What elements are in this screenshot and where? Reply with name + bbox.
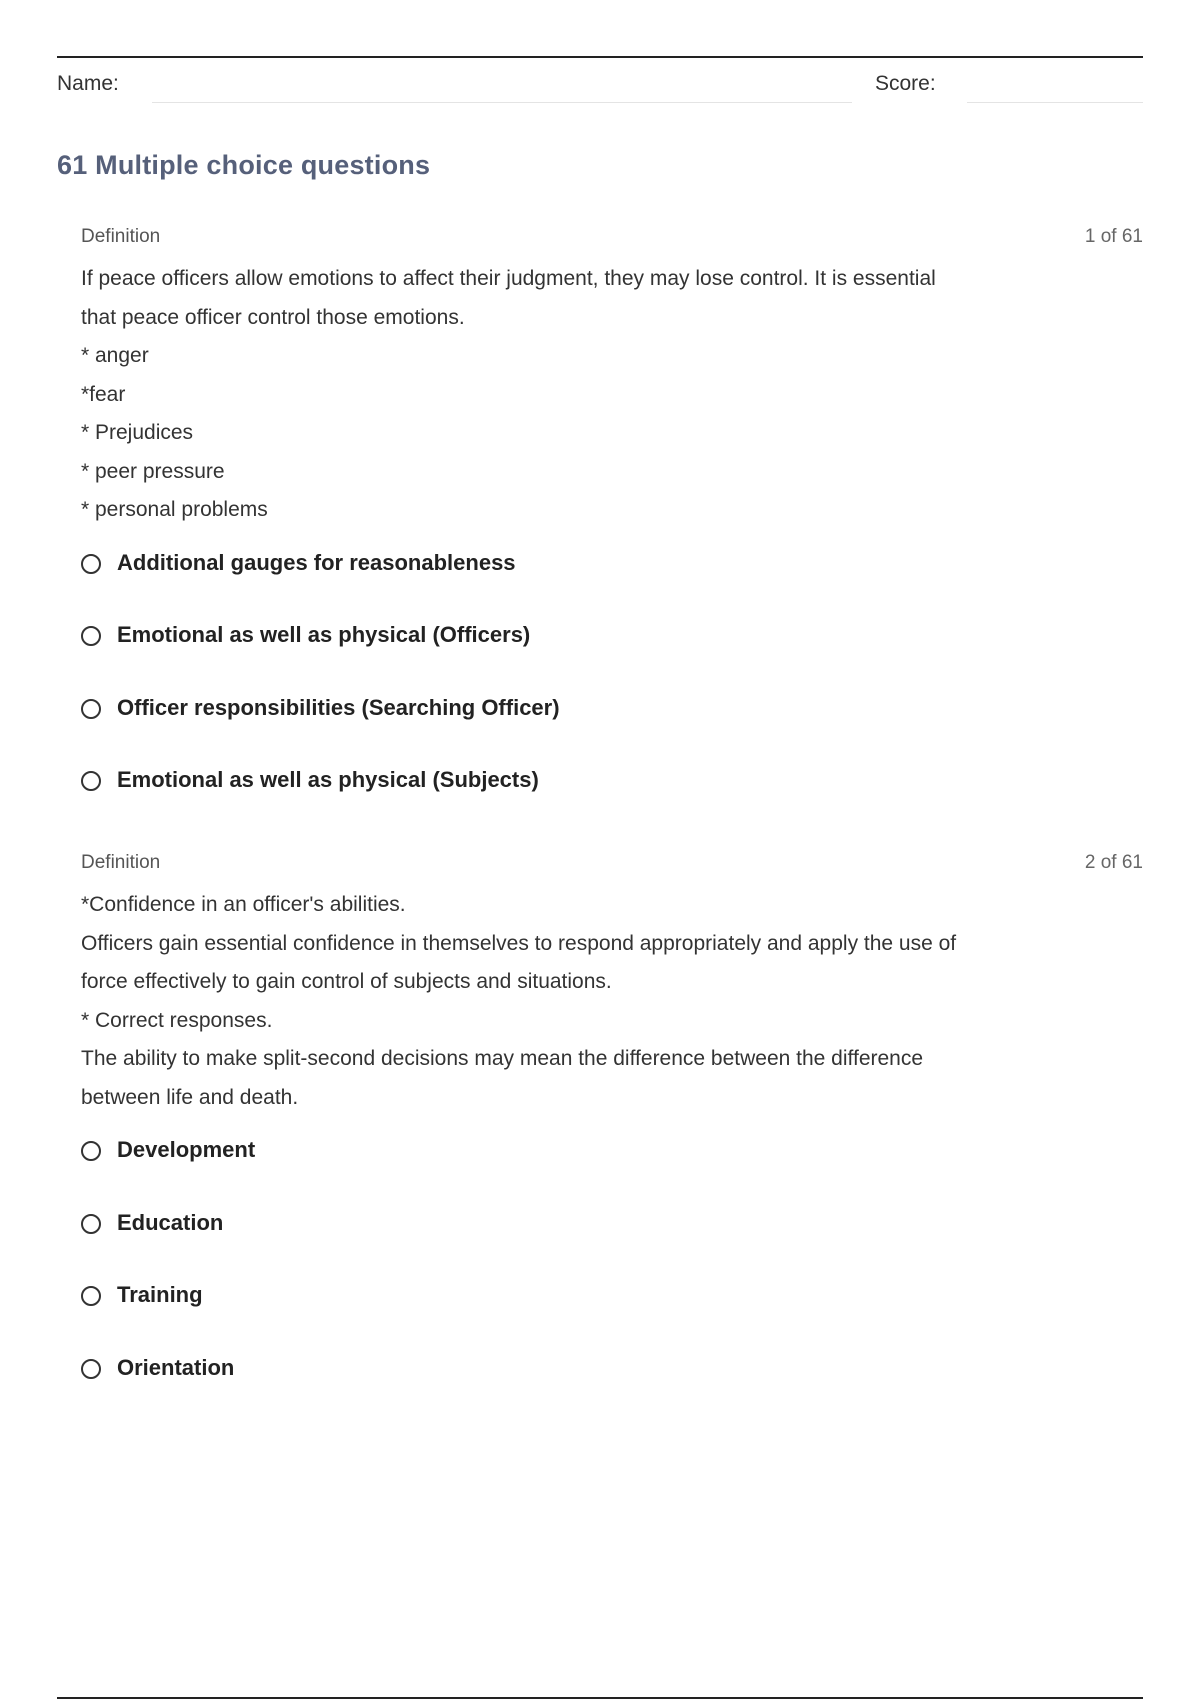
answer-option-label: Officer responsibilities (Searching Officer) bbox=[117, 694, 560, 720]
radio-button[interactable] bbox=[81, 1214, 101, 1234]
radio-button[interactable] bbox=[81, 1359, 101, 1379]
answer-option-label: Education bbox=[117, 1209, 224, 1235]
worksheet-page bbox=[57, 56, 1143, 1700]
definition-line: force effectively to gain control of subjects and situations. bbox=[81, 970, 612, 993]
question-definition bbox=[81, 886, 1121, 1117]
question-type-label: Definition bbox=[81, 226, 161, 247]
definition-line: * Prejudices bbox=[81, 421, 194, 444]
score-label: Score: bbox=[875, 72, 936, 95]
answer-option[interactable] bbox=[81, 1204, 1143, 1277]
answer-option-label: Emotional as well as physical (Subjects) bbox=[117, 767, 539, 792]
name-label: Name: bbox=[57, 72, 119, 95]
definition-line: *Confidence in an officer's abilities. bbox=[81, 893, 406, 916]
radio-button[interactable] bbox=[81, 554, 101, 574]
question-counter: 1 of 61 bbox=[1084, 226, 1143, 247]
definition-line: *fear bbox=[81, 382, 126, 406]
page-title: 61 Multiple choice questions bbox=[57, 150, 431, 180]
question-definition bbox=[81, 260, 1121, 530]
question-header bbox=[81, 226, 1143, 254]
definition-line: Officers gain essential confidence in themselves to respond appropriately and apply the use of bbox=[81, 931, 957, 955]
radio-button[interactable] bbox=[81, 626, 101, 646]
answer-option[interactable] bbox=[81, 1131, 1143, 1204]
radio-button[interactable] bbox=[81, 699, 101, 719]
question-header bbox=[81, 852, 1143, 880]
definition-line: * Correct responses. bbox=[81, 1008, 273, 1032]
definition-line: If peace officers allow emotions to affect their judgment, they may lose control. It is essential bbox=[81, 267, 936, 290]
question-2 bbox=[81, 852, 1143, 1421]
answer-option[interactable] bbox=[81, 761, 1143, 834]
question-type-label: Definition bbox=[81, 852, 161, 873]
answer-option-label: Development bbox=[117, 1137, 256, 1162]
definition-line: that peace officer control those emotions. bbox=[81, 305, 465, 329]
answer-option-label: Training bbox=[117, 1282, 203, 1307]
answer-option-label: Orientation bbox=[117, 1354, 235, 1380]
name-score-row bbox=[57, 64, 1143, 104]
definition-line: The ability to make split-second decisions may mean the difference between the difference bbox=[81, 1047, 924, 1070]
answer-option[interactable] bbox=[81, 689, 1143, 762]
answer-options bbox=[81, 1131, 1143, 1421]
answer-option[interactable] bbox=[81, 616, 1143, 689]
score-field[interactable] bbox=[967, 102, 1143, 103]
radio-button[interactable] bbox=[81, 1141, 101, 1161]
answer-options bbox=[81, 544, 1143, 834]
answer-option-label: Additional gauges for reasonableness bbox=[117, 549, 516, 575]
answer-option[interactable] bbox=[81, 1349, 1143, 1422]
definition-line: * peer pressure bbox=[81, 459, 225, 483]
radio-button[interactable] bbox=[81, 1286, 101, 1306]
answer-option-label: Emotional as well as physical (Officers) bbox=[117, 622, 531, 647]
answer-option[interactable] bbox=[81, 544, 1143, 617]
question-counter: 2 of 61 bbox=[1084, 852, 1143, 873]
top-divider bbox=[57, 56, 1143, 58]
definition-line: * anger bbox=[81, 344, 149, 367]
question-1 bbox=[81, 226, 1143, 834]
bottom-divider bbox=[57, 1697, 1143, 1699]
radio-button[interactable] bbox=[81, 771, 101, 791]
definition-line: between life and death. bbox=[81, 1085, 299, 1109]
definition-line: * personal problems bbox=[81, 498, 268, 521]
answer-option[interactable] bbox=[81, 1276, 1143, 1349]
name-field[interactable] bbox=[152, 102, 852, 103]
